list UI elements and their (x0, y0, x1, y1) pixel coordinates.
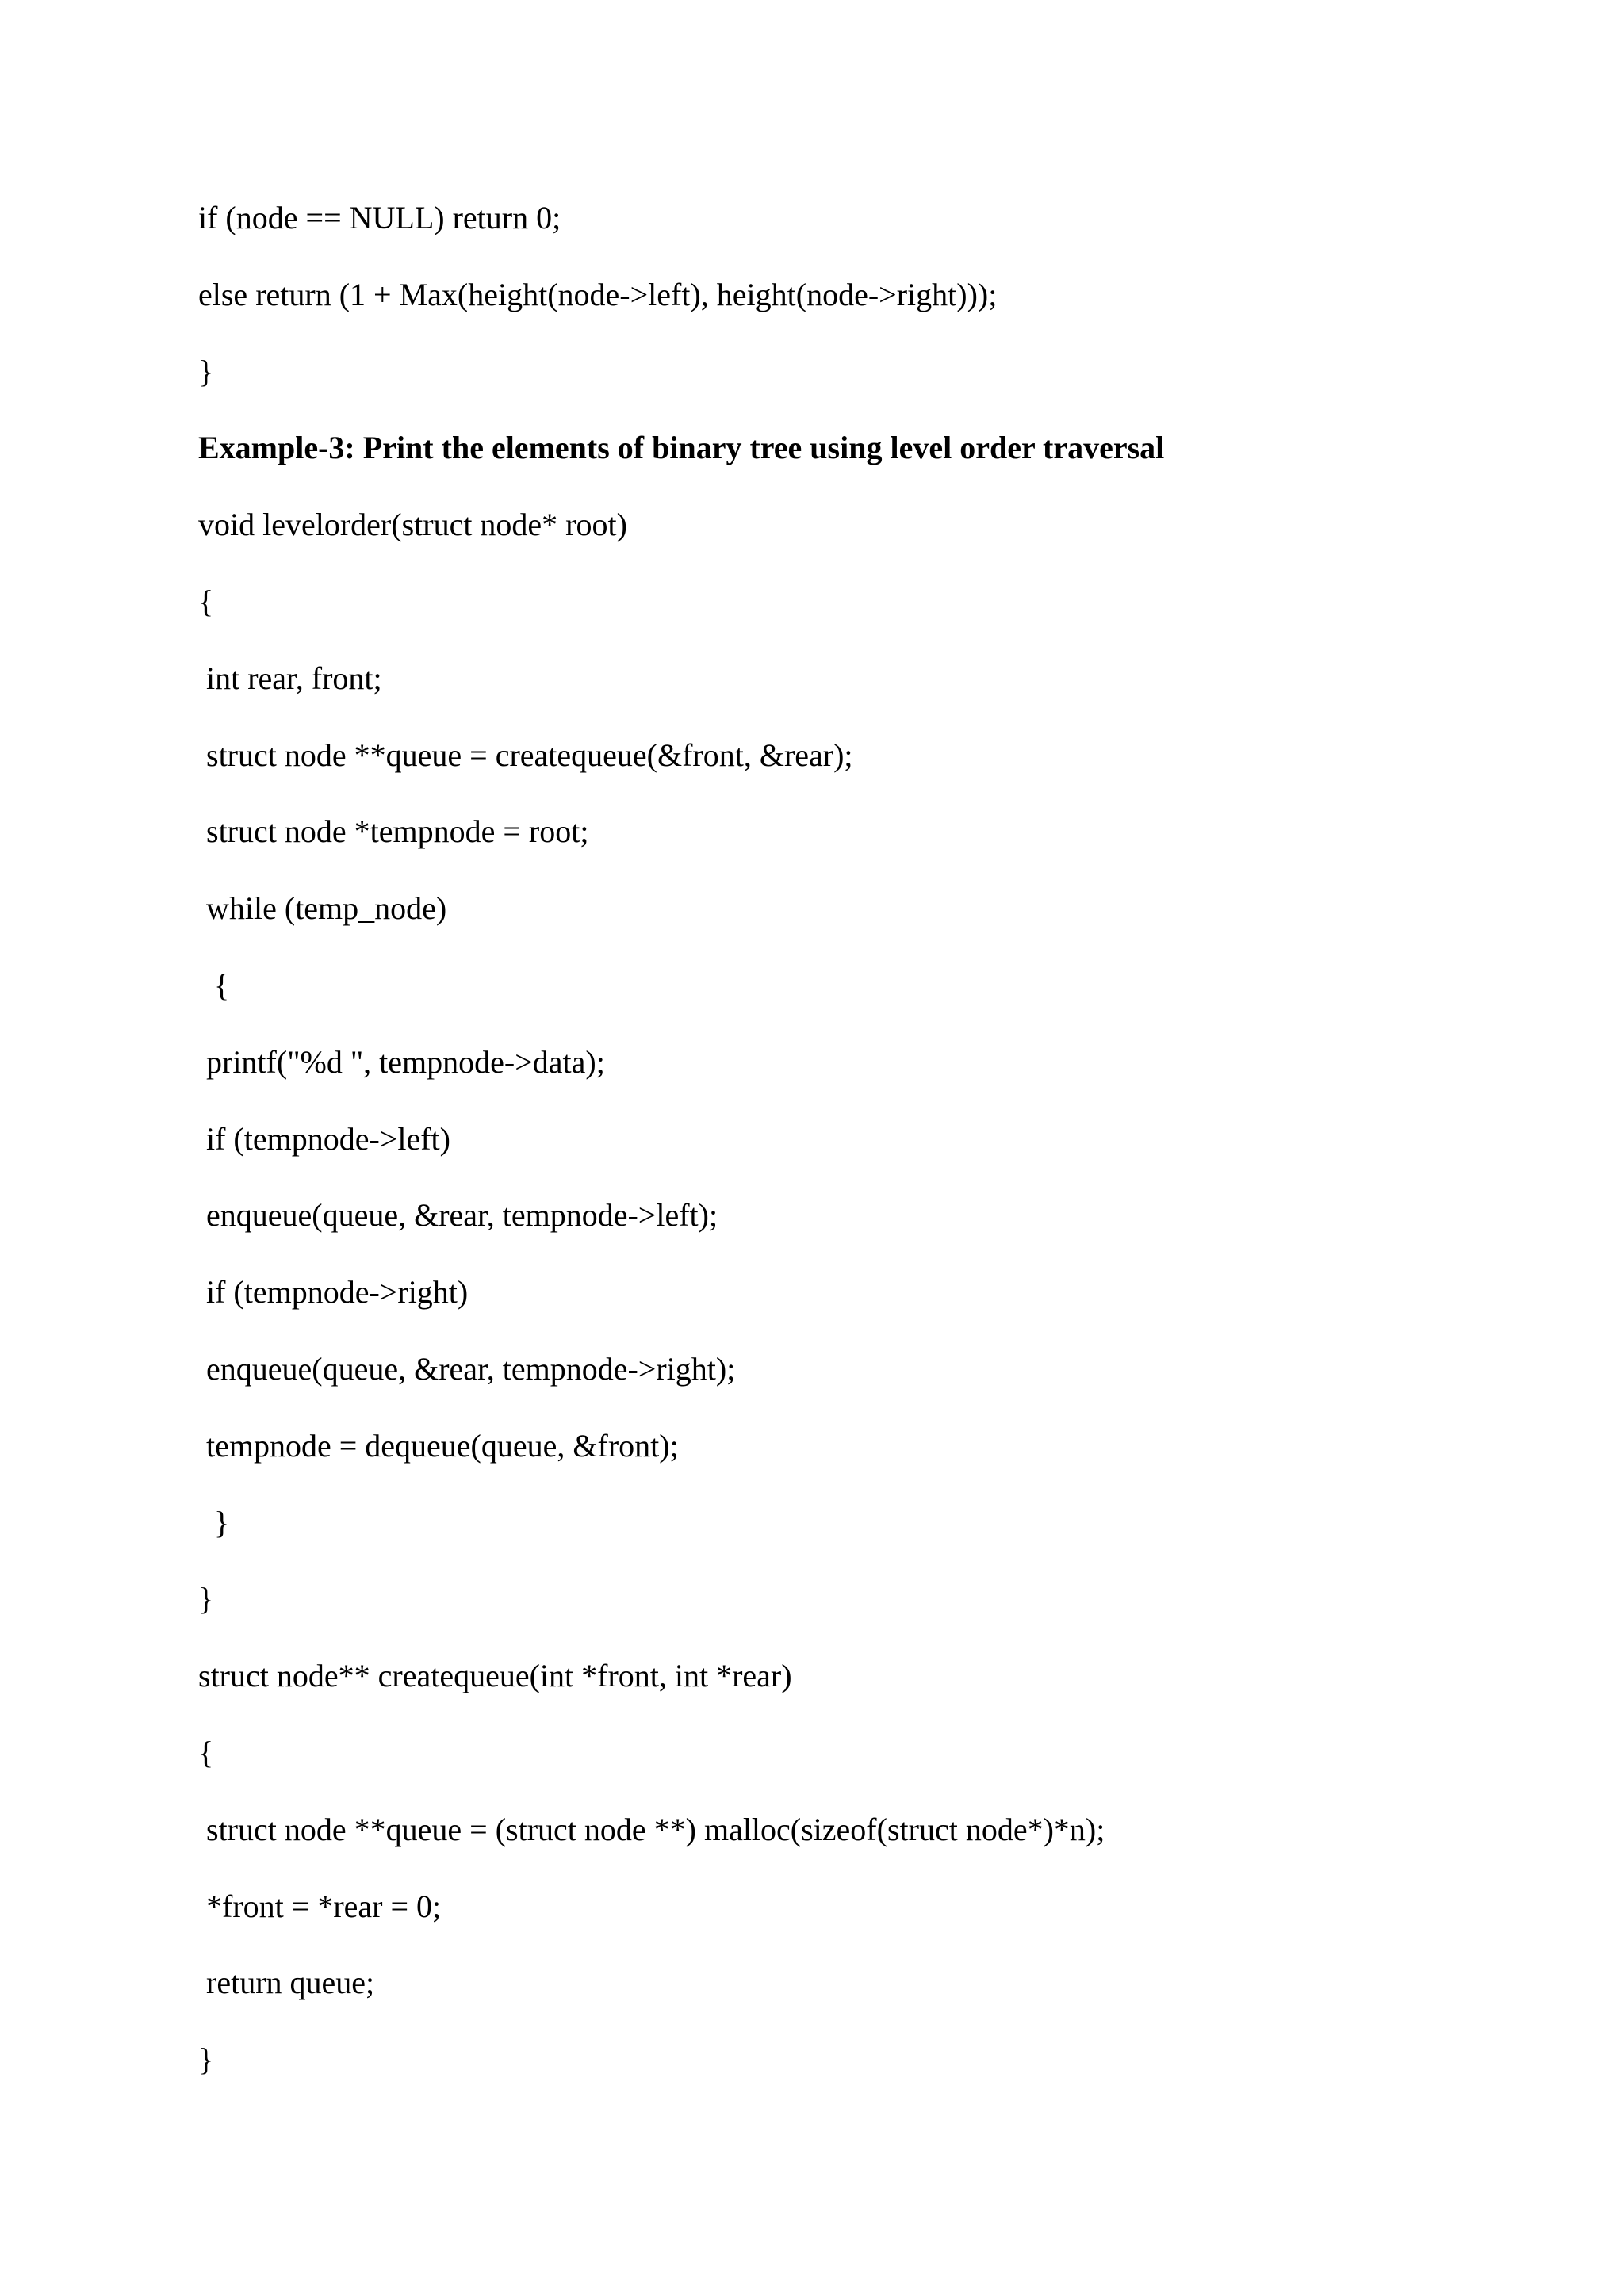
code-line: *front = *rear = 0; (198, 1888, 442, 1924)
code-line: { (198, 584, 214, 619)
code-line: tempnode = dequeue(queue, &front); (198, 1427, 679, 1464)
code-line: int rear, front; (198, 660, 382, 696)
code-line: struct node **queue = createqueue(&front, &rear); (198, 737, 853, 773)
code-line: } (198, 353, 214, 389)
code-line: { (198, 967, 230, 1003)
code-line: else return (1 + Max(height(node->left), height(node->right))); (198, 276, 998, 312)
section-heading: Example-3: Print the elements of binary tree using level order traversal (198, 430, 1165, 466)
code-line: struct node** createqueue(int *front, int *rear) (198, 1658, 792, 1694)
code-line: while (temp_node) (198, 890, 447, 927)
code-line: { (198, 1735, 214, 1770)
code-line: struct node **queue = (struct node **) malloc(sizeof(struct node*)*n); (198, 1811, 1105, 1847)
code-line: } (198, 1504, 230, 1540)
code-line: if (node == NULL) return 0; (198, 200, 561, 235)
code-line: return queue; (198, 1965, 375, 2001)
code-line: enqueue(queue, &rear, tempnode->left); (198, 1197, 718, 1234)
code-line: if (tempnode->left) (198, 1120, 450, 1157)
code-line: struct node *tempnode = root; (198, 813, 589, 850)
code-line: if (tempnode->right) (198, 1274, 469, 1311)
code-line: enqueue(queue, &rear, tempnode->right); (198, 1351, 736, 1387)
code-line: void levelorder(struct node* root) (198, 507, 627, 543)
code-line: } (198, 2042, 214, 2078)
code-line: } (198, 1581, 214, 1617)
code-line: printf("%d ", tempnode->data); (198, 1043, 605, 1080)
